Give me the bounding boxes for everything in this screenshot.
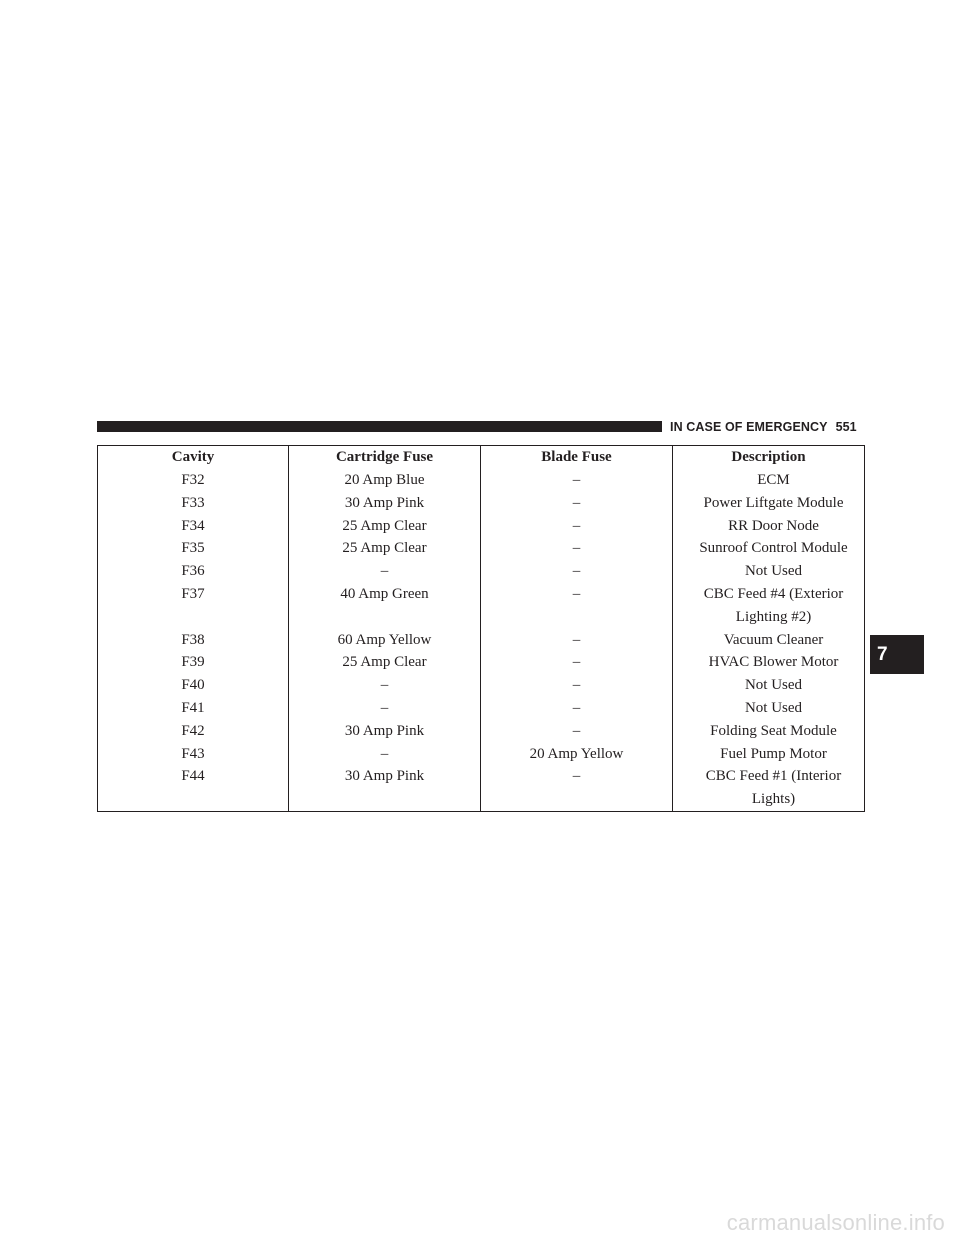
cell-blade-fuse: – [481,765,673,811]
cell-description: Not Used [673,674,865,697]
cell-cavity: F40 [98,674,289,697]
cell-cartridge-fuse: – [289,674,481,697]
cell-cartridge-fuse: – [289,697,481,720]
cell-cavity: F43 [98,743,289,766]
table-row [98,560,865,583]
cell-description: Sunroof Control Module [673,537,865,560]
cell-cartridge-fuse: 30 Amp Pink [289,492,481,515]
cell-blade-fuse: 20 Amp Yellow [481,743,673,766]
cell-cavity: F37 [98,583,289,629]
table-row [98,629,865,652]
cell-cartridge-fuse: – [289,743,481,766]
cell-cavity: F32 [98,469,289,492]
fuse-table [97,445,865,812]
cell-blade-fuse: – [481,583,673,629]
table-row [98,492,865,515]
cell-cavity: F41 [98,697,289,720]
section-title: IN CASE OF EMERGENCY [670,420,828,434]
column-header-description: Description [673,446,865,470]
cell-blade-fuse: – [481,720,673,743]
cell-cartridge-fuse: – [289,560,481,583]
table-row [98,537,865,560]
cell-description: CBC Feed #1 (Interior Lights) [673,765,865,811]
cell-description: ECM [673,469,865,492]
table-row [98,765,865,811]
cell-cartridge-fuse: 30 Amp Pink [289,720,481,743]
table-header-row [98,446,865,470]
table-row [98,651,865,674]
cell-cavity: F44 [98,765,289,811]
cell-description: Not Used [673,697,865,720]
cell-blade-fuse: – [481,629,673,652]
chapter-tab [870,635,924,674]
column-header-cavity: Cavity [98,446,289,470]
cell-description: Not Used [673,560,865,583]
cell-blade-fuse: – [481,560,673,583]
cell-description: CBC Feed #4 (Exterior Lighting #2) [673,583,865,629]
table-row [98,674,865,697]
table-row [98,697,865,720]
cell-description: Power Liftgate Module [673,492,865,515]
chapter-number: 7 [877,644,888,665]
cell-cavity: F39 [98,651,289,674]
cell-description: Vacuum Cleaner [673,629,865,652]
cell-cartridge-fuse: 30 Amp Pink [289,765,481,811]
cell-blade-fuse: – [481,515,673,538]
cell-description: RR Door Node [673,515,865,538]
cell-cavity: F36 [98,560,289,583]
table-row [98,515,865,538]
table-row [98,583,865,629]
cell-cartridge-fuse: 40 Amp Green [289,583,481,629]
page-number: 551 [835,420,857,434]
cell-description: HVAC Blower Motor [673,651,865,674]
cell-cavity: F34 [98,515,289,538]
cell-blade-fuse: – [481,697,673,720]
cell-cavity: F33 [98,492,289,515]
column-header-cartridge-fuse: Cartridge Fuse [289,446,481,470]
table-row [98,720,865,743]
cell-blade-fuse: – [481,492,673,515]
running-header [670,419,857,435]
cell-cartridge-fuse: 25 Amp Clear [289,515,481,538]
cell-blade-fuse: – [481,674,673,697]
cell-description: Folding Seat Module [673,720,865,743]
header-rule [97,421,662,432]
cell-blade-fuse: – [481,651,673,674]
cell-cavity: F42 [98,720,289,743]
cell-blade-fuse: – [481,537,673,560]
watermark: carmanualsonline.info [726,1210,945,1235]
cell-blade-fuse: – [481,469,673,492]
table-row [98,469,865,492]
cell-cartridge-fuse: 25 Amp Clear [289,651,481,674]
cell-cartridge-fuse: 20 Amp Blue [289,469,481,492]
table-row [98,743,865,766]
column-header-blade-fuse: Blade Fuse [481,446,673,470]
cell-cartridge-fuse: 60 Amp Yellow [289,629,481,652]
cell-cartridge-fuse: 25 Amp Clear [289,537,481,560]
cell-cavity: F35 [98,537,289,560]
cell-description: Fuel Pump Motor [673,743,865,766]
cell-cavity: F38 [98,629,289,652]
